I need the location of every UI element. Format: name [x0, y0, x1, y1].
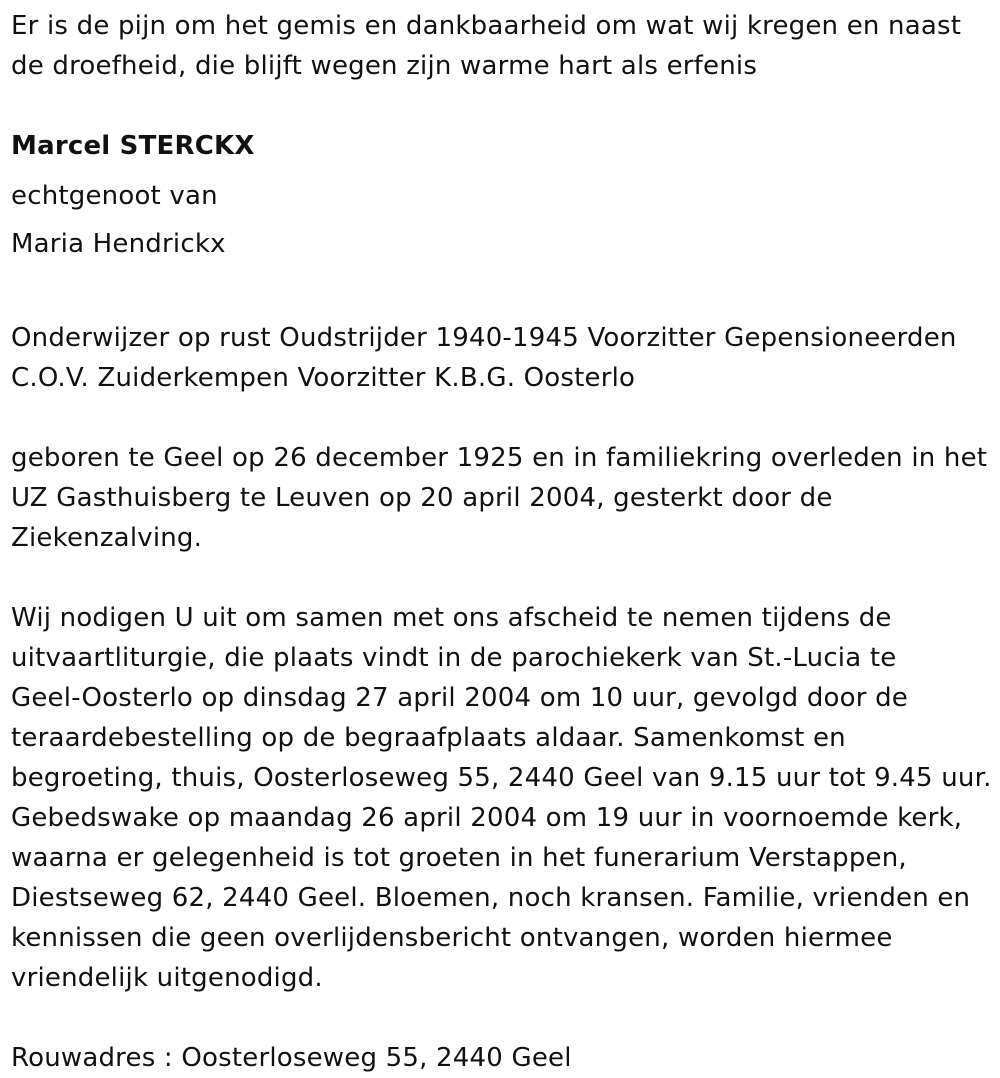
intro-paragraph	[11, 6, 996, 86]
spouse-name: Maria Hendrickx	[11, 229, 226, 259]
invitation-line: Geel-Oosterlo op dinsdag 27 april 2004 om 10 uur, gevolgd door de	[11, 683, 908, 713]
birth-death-line: UZ Gasthuisberg te Leuven op 20 april 2004, gesterkt door de	[11, 483, 833, 513]
invitation-line: Gebedswake op maandag 26 april 2004 om 19 uur in voornoemde kerk,	[11, 803, 963, 833]
titles-paragraph	[11, 318, 996, 398]
invitation-line: uitvaartliturgie, die plaats vindt in de parochiekerk van St.-Lucia te	[11, 643, 897, 673]
intro-line: Er is de pijn om het gemis en dankbaarheid om wat wij kregen en naast	[11, 11, 962, 41]
birth-death-line: Ziekenzalving.	[11, 523, 203, 553]
invitation-line: teraardebestelling op de begraafplaats aldaar. Samenkomst en	[11, 723, 846, 753]
invitation-line: vriendelijk uitgenodigd.	[11, 963, 323, 993]
invitation-line: Diestseweg 62, 2440 Geel. Bloemen, noch kransen. Familie, vrienden en	[11, 883, 971, 913]
invitation-line: Wij nodigen U uit om samen met ons afscheid te nemen tijdens de	[11, 603, 892, 633]
titles-line: Onderwijzer op rust Oudstrijder 1940-1945 Voorzitter Gepensioneerden	[11, 323, 957, 353]
obituary-document	[11, 6, 996, 1078]
mourning-address: Rouwadres : Oosterloseweg 55, 2440 Geel	[11, 1043, 572, 1073]
relation-label: echtgenoot van	[11, 181, 218, 211]
invitation-paragraph	[11, 598, 996, 998]
deceased-name: Marcel STERCKX	[11, 131, 255, 161]
invitation-line: waarna er gelegenheid is tot groeten in het funerarium Verstappen,	[11, 843, 907, 873]
intro-line: de droefheid, die blijft wegen zijn warme hart als erfenis	[11, 51, 758, 81]
invitation-line: begroeting, thuis, Oosterloseweg 55, 2440 Geel van 9.15 uur tot 9.45 uur.	[11, 763, 992, 793]
titles-line: C.O.V. Zuiderkempen Voorzitter K.B.G. Oosterlo	[11, 363, 636, 393]
birth-death-paragraph	[11, 438, 996, 558]
invitation-line: kennissen die geen overlijdensbericht ontvangen, worden hiermee	[11, 923, 893, 953]
birth-death-line: geboren te Geel op 26 december 1925 en in familiekring overleden in het	[11, 443, 988, 473]
